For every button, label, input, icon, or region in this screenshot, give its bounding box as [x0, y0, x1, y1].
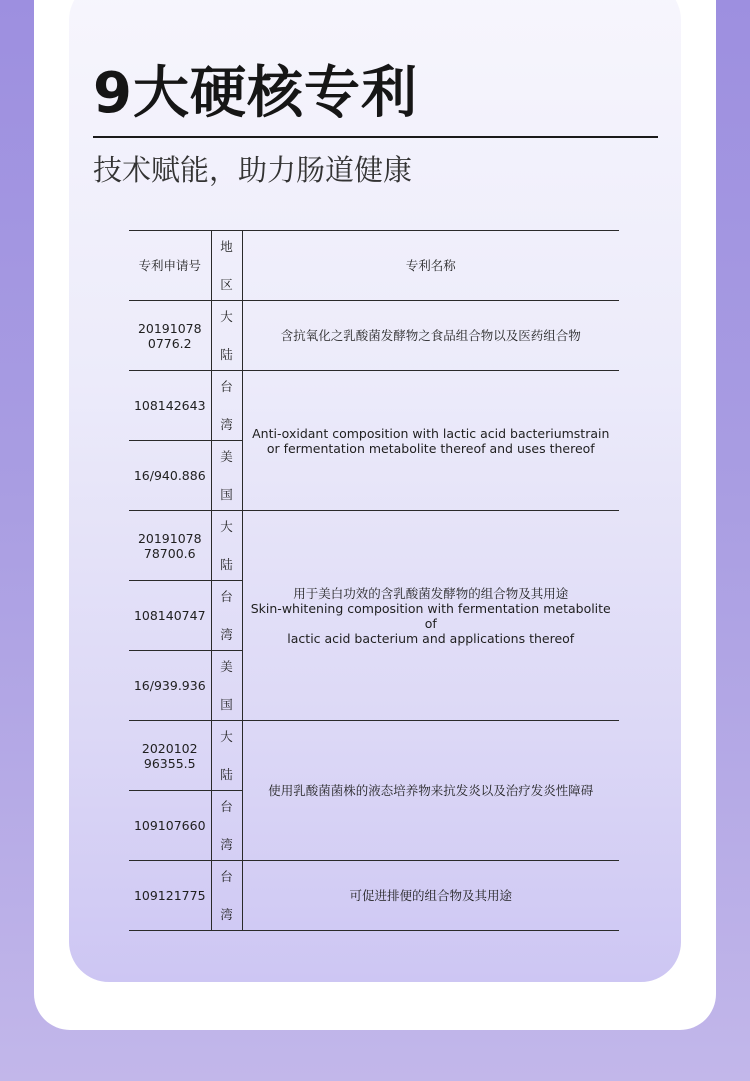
patent-region: 美 国 [211, 651, 242, 721]
patent-table [129, 230, 619, 931]
patent-number: 16/940.886 [129, 441, 211, 511]
table-row [129, 371, 619, 441]
patent-number: 20191078 0776.2 [129, 301, 211, 371]
header-region: 地 区 [211, 231, 242, 301]
patent-number: 109107660 [129, 791, 211, 861]
page-subtitle: 技术赋能，助力肠道健康 [93, 153, 413, 187]
patent-region: 台 湾 [211, 791, 242, 861]
patent-number: 16/939.936 [129, 651, 211, 721]
patent-number: 20191078 78700.6 [129, 511, 211, 581]
patent-number: 108140747 [129, 581, 211, 651]
patent-region: 美 国 [211, 441, 242, 511]
patent-region: 台 湾 [211, 581, 242, 651]
patent-number: 108142643 [129, 371, 211, 441]
patent-region: 台 湾 [211, 371, 242, 441]
patent-region: 大 陆 [211, 301, 242, 371]
patent-number: 109121775 [129, 861, 211, 931]
patent-name: 用于美白功效的含乳酸菌发酵物的组合物及其用途 Skin-whitening composition with fermentation metabolite of lactic acid bacterium and applications thereof [242, 511, 619, 721]
page-title: 9大硬核专利 [93, 61, 418, 126]
table-row [129, 861, 619, 931]
patent-name: 使用乳酸菌菌株的液态培养物来抗发炎以及治疗发炎性障碍 [242, 721, 619, 861]
patent-region: 大 陆 [211, 511, 242, 581]
table-header-row [129, 231, 619, 301]
header-patent-name: 专利名称 [242, 231, 619, 301]
patent-name: Anti-oxidant composition with lactic acid bacteriumstrain or fermentation metabolite thereof and uses thereof [242, 371, 619, 511]
header-patent-number: 专利申请号 [129, 231, 211, 301]
patent-number: 2020102 96355.5 [129, 721, 211, 791]
patent-name: 含抗氧化之乳酸菌发酵物之食品组合物以及医药组合物 [242, 301, 619, 371]
title-divider [93, 136, 658, 138]
patent-name: 可促进排便的组合物及其用途 [242, 861, 619, 931]
patent-region: 台 湾 [211, 861, 242, 931]
table-row [129, 301, 619, 371]
table-row [129, 721, 619, 791]
patent-region: 大 陆 [211, 721, 242, 791]
table-row [129, 511, 619, 581]
